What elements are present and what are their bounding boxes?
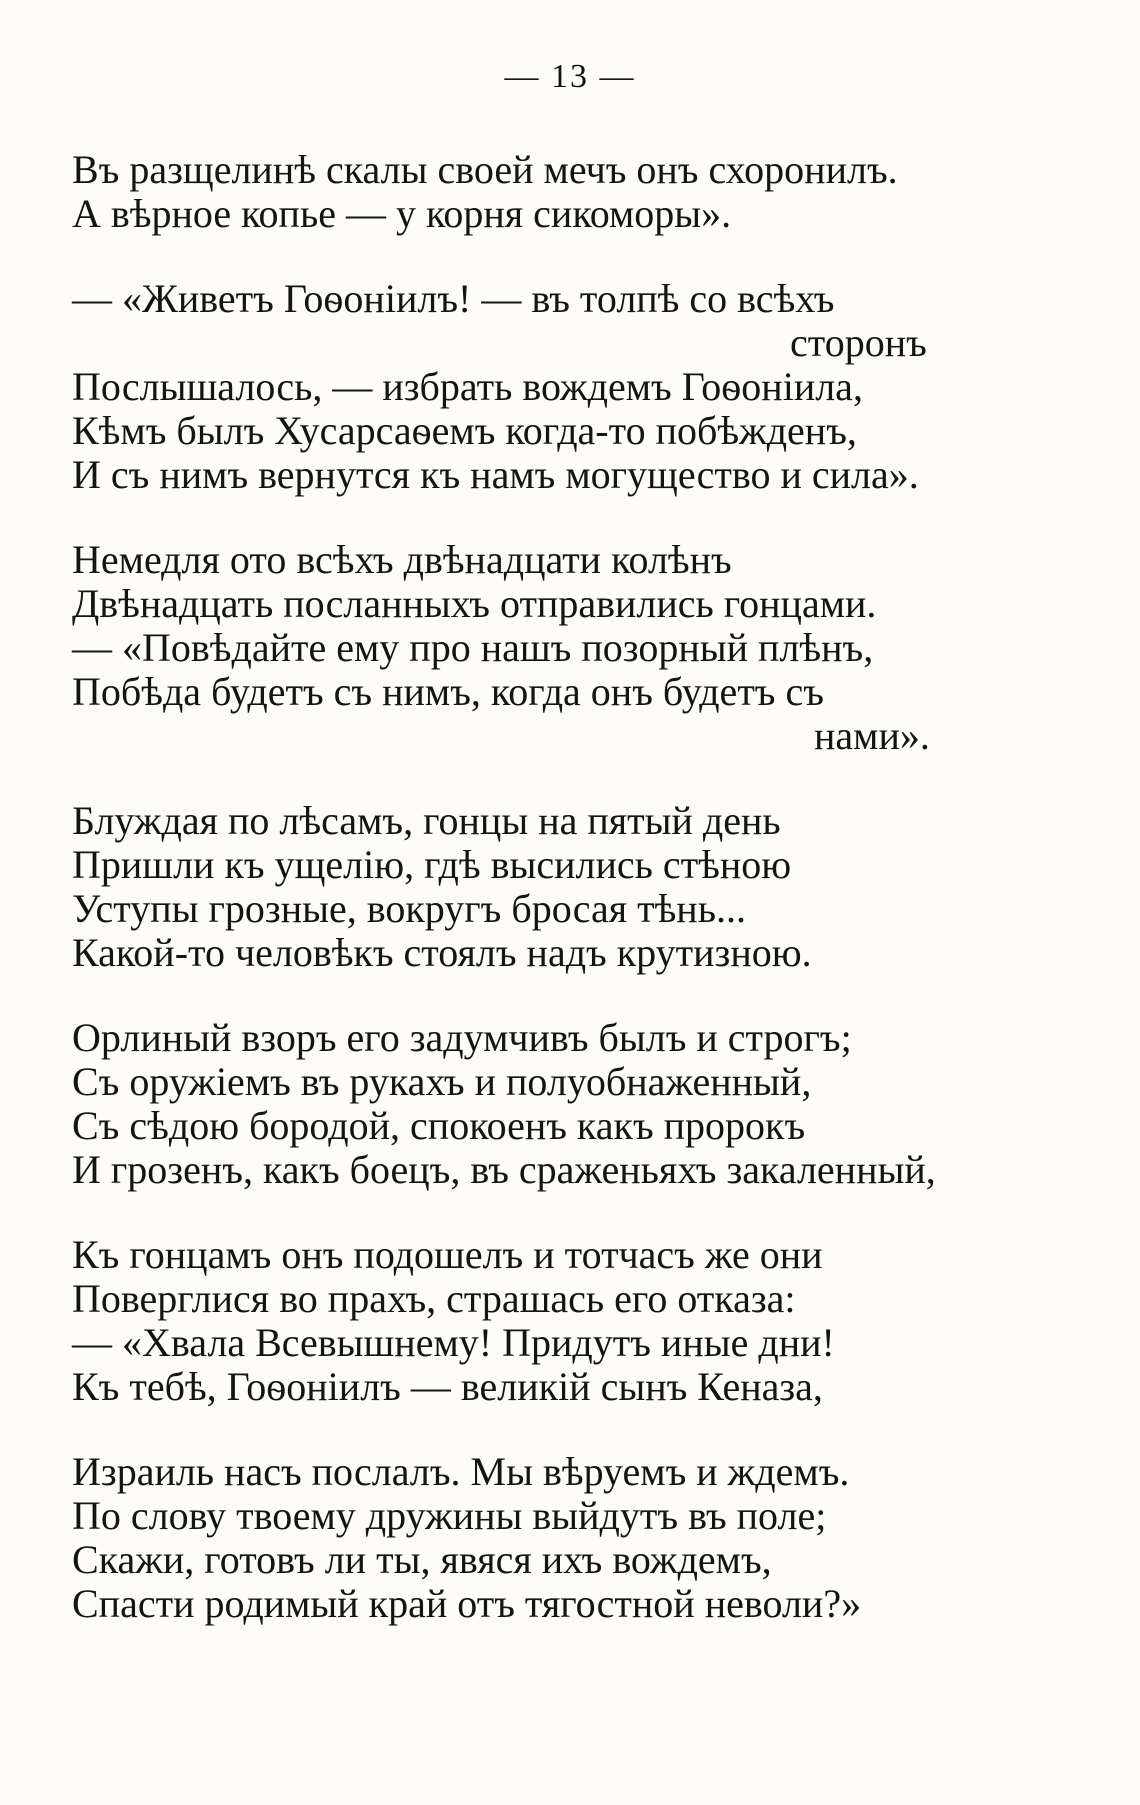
verse-line: Съ оружіемъ въ рукахъ и полуобнаженный,: [72, 1059, 812, 1104]
verse-line: И съ нимъ вернутся къ намъ могущество и сила».: [72, 452, 919, 497]
verse-line: — «Живетъ Гоѳоніилъ! — въ толпѣ со всѣхъ: [72, 276, 835, 321]
stanza: [72, 799, 1072, 975]
verse-line: Двѣнадцать посланныхъ отправились гонцами.: [72, 581, 877, 626]
stanza: [72, 1016, 1072, 1192]
verse-line: И грозенъ, какъ боецъ, въ сраженьяхъ закаленный,: [72, 1147, 936, 1192]
stanza: [72, 148, 1072, 236]
stanza: [72, 538, 1072, 758]
verse-line: Послышалось, — избрать вождемъ Гоѳоніила,: [72, 364, 863, 409]
verse-line: — «Повѣдайте ему про нашъ позорный плѣнъ,: [72, 625, 874, 670]
verse-line-continuation: нами».: [814, 713, 930, 758]
page-number: — 13 —: [504, 58, 636, 95]
stanza: [72, 277, 1072, 497]
stanza: [72, 1233, 1072, 1409]
verse-line: Пришли къ ущелію, гдѣ высились стѣною: [72, 842, 792, 887]
verse-line: Къ гонцамъ онъ подошелъ и тотчасъ же они: [72, 1232, 823, 1277]
verse-line: Побѣда будетъ съ нимъ, когда онъ будетъ съ: [72, 669, 824, 714]
verse-line: — «Хвала Всевышнему! Придутъ иные дни!: [72, 1320, 835, 1365]
verse-line: Въ разщелинѣ скалы своей мечъ онъ схоронилъ.: [72, 147, 898, 192]
poem: [72, 148, 1072, 1667]
verse-line: По слову твоему дружины выйдутъ въ поле;: [72, 1493, 827, 1538]
verse-line: Съ сѣдою бородой, спокоенъ какъ пророкъ: [72, 1103, 806, 1148]
verse-line: Къ тебѣ, Гоѳоніилъ — великій сынъ Кеназа,: [72, 1364, 823, 1409]
verse-line: Орлиный взоръ его задумчивъ былъ и строгъ;: [72, 1015, 852, 1060]
verse-line-continuation: сторонъ: [790, 320, 927, 365]
verse-line: Спасти родимый край отъ тягостной неволи?»: [72, 1581, 862, 1626]
stanza: [72, 1450, 1072, 1626]
verse-line: Кѣмъ былъ Хусарсаѳемъ когда-то побѣжденъ,: [72, 408, 857, 453]
verse-line: Поверглися во прахъ, страшась его отказа:: [72, 1276, 796, 1321]
verse-line: Блуждая по лѣсамъ, гонцы на пятый день: [72, 798, 781, 843]
verse-line: Немедля ото всѣхъ двѣнадцати колѣнъ: [72, 537, 732, 582]
verse-line: Израиль насъ послалъ. Мы вѣруемъ и ждемъ.: [72, 1449, 850, 1494]
verse-line: Какой-то человѣкъ стоялъ надъ крутизною.: [72, 930, 812, 975]
verse-line: Уступы грозные, вокругъ бросая тѣнь...: [72, 886, 746, 931]
verse-line: Скажи, готовъ ли ты, явяся ихъ вождемъ,: [72, 1537, 772, 1582]
verse-line: А вѣрное копье — у корня сикоморы».: [72, 191, 732, 236]
